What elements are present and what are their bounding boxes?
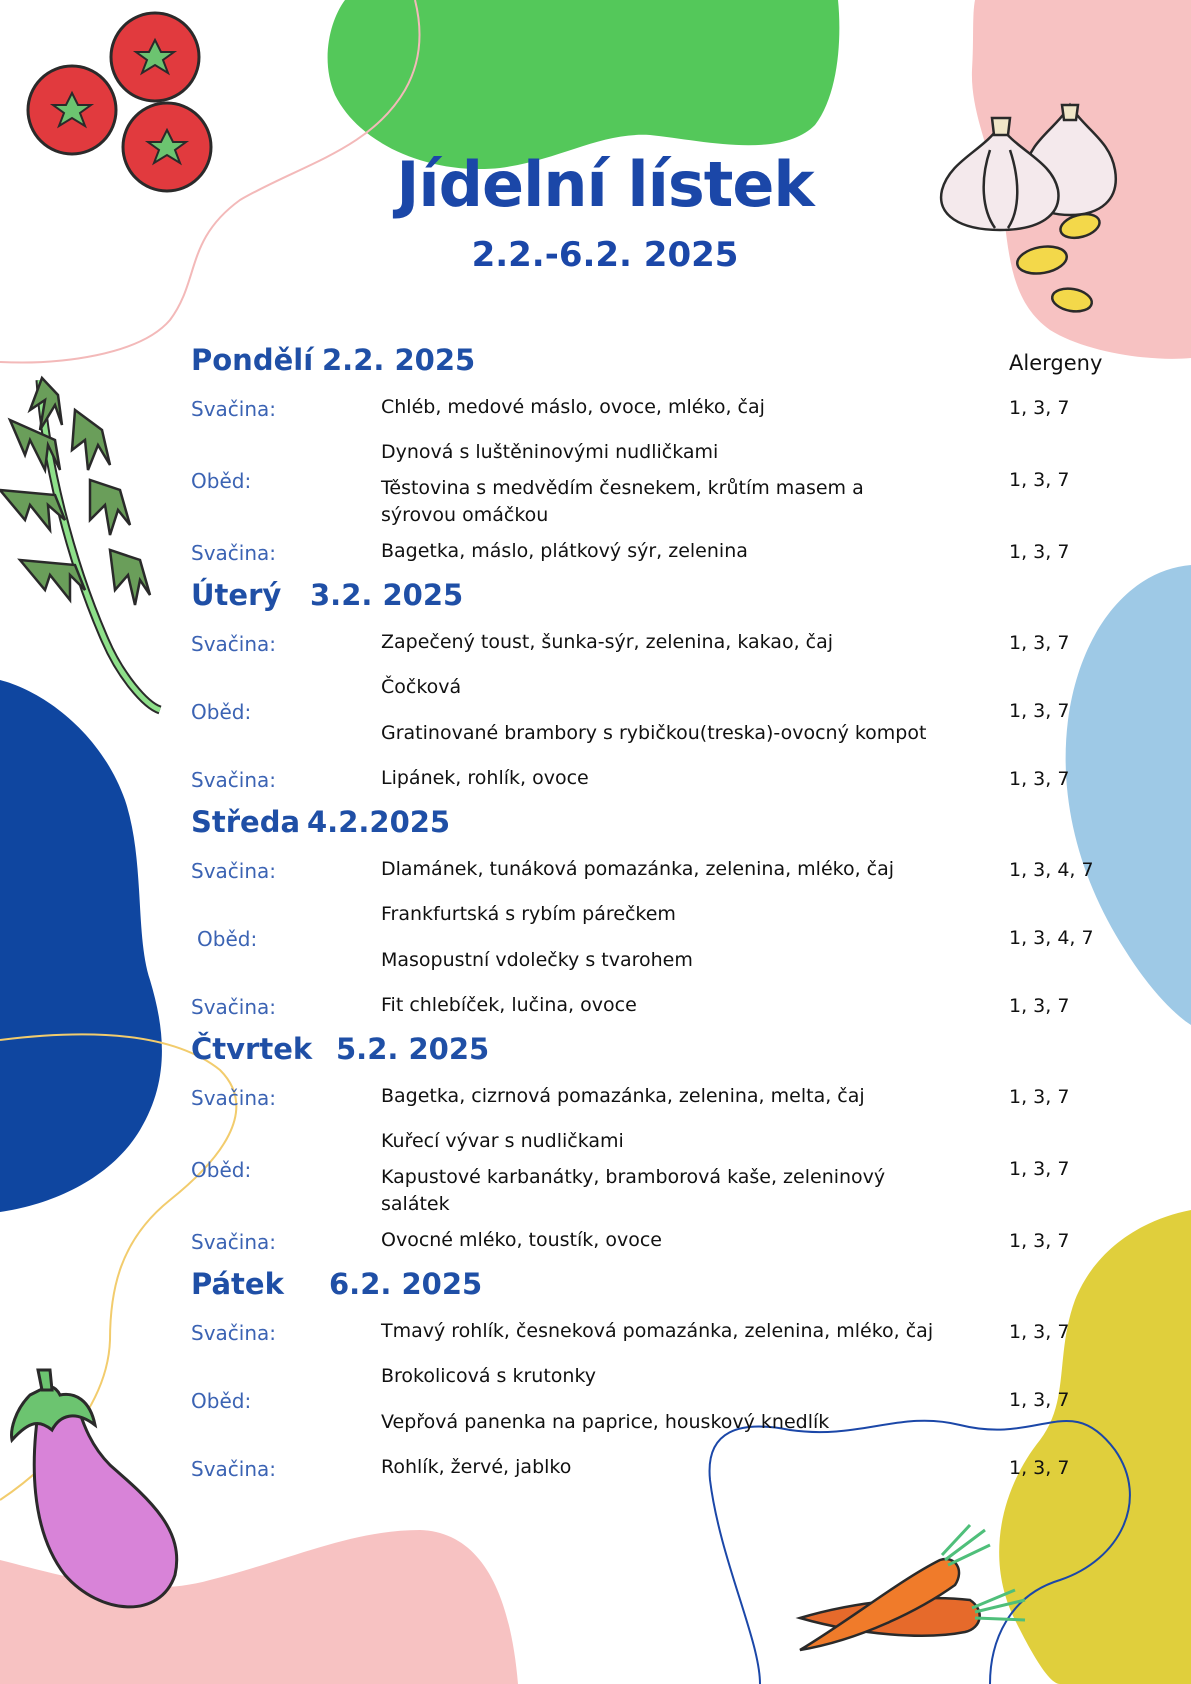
meal-line: Fit chlebíček, lučina, ovoce — [381, 994, 637, 1016]
meal-label: Svačina: — [191, 541, 277, 565]
meal-line: Gratinované brambory s rybičkou(treska)-ovocný kompot — [381, 722, 927, 744]
meal-text — [381, 674, 901, 701]
meal-label: Oběd: — [191, 1389, 252, 1413]
meal-line: Dynová s luštěninovými nudličkami — [381, 441, 719, 463]
day-heading-wednesday — [191, 805, 451, 839]
meal-label: Svačina: — [191, 859, 277, 883]
meal-line: Brokolicová s krutonky — [381, 1365, 597, 1387]
page-title: Jídelní lístek — [396, 148, 814, 221]
meal-text — [381, 992, 901, 1019]
meal-line: Čočková — [381, 676, 462, 698]
meal-text — [381, 538, 901, 565]
day-name: Středa — [191, 805, 301, 839]
meal-label: Svačina: — [191, 632, 277, 656]
day-date: 4.2.2025 — [307, 805, 451, 839]
meal-text — [381, 1128, 901, 1155]
meal-label: Svačina: — [191, 1457, 277, 1481]
allergen-codes: 1, 3, 7 — [1009, 1389, 1070, 1411]
meal-line: Zapečený toust, šunka-sýr, zelenina, kakao, čaj — [381, 631, 834, 653]
day-name: Pondělí — [191, 343, 314, 377]
day-date: 5.2. 2025 — [336, 1032, 490, 1066]
meal-text — [381, 765, 901, 792]
allergen-codes: 1, 3, 7 — [1009, 632, 1070, 654]
allergen-codes: 1, 3, 7 — [1009, 768, 1070, 790]
meal-text — [381, 901, 901, 928]
meal-label: Oběd: — [191, 700, 252, 724]
allergen-codes: 1, 3, 7 — [1009, 1086, 1070, 1108]
allergen-codes: 1, 3, 7 — [1009, 995, 1070, 1017]
meal-label: Svačina: — [191, 1230, 277, 1254]
meal-line: Vepřová panenka na paprice, houskový knedlík — [381, 1411, 830, 1433]
day-heading-friday — [191, 1267, 483, 1301]
meal-line: Kuřecí vývar s nudličkami — [381, 1130, 624, 1152]
meal-text — [381, 1409, 901, 1436]
allergen-codes: 1, 3, 7 — [1009, 1457, 1070, 1479]
meal-text — [381, 720, 941, 747]
day-date: 3.2. 2025 — [310, 578, 464, 612]
meal-text — [381, 856, 941, 883]
meal-text — [381, 629, 901, 656]
day-date: 6.2. 2025 — [329, 1267, 483, 1301]
meal-text — [381, 1363, 901, 1390]
meal-label: Oběd: — [191, 469, 252, 493]
day-name: Čtvrtek — [191, 1032, 313, 1066]
allergen-codes: 1, 3, 7 — [1009, 397, 1070, 419]
meal-text — [381, 475, 901, 529]
allergen-codes: 1, 3, 7 — [1009, 1321, 1070, 1343]
allergen-codes: 1, 3, 7 — [1009, 541, 1070, 563]
day-name: Úterý — [191, 578, 282, 612]
meal-label: Svačina: — [191, 1321, 277, 1345]
meal-line: Dlamánek, tunáková pomazánka, zelenina, mléko, čaj — [381, 858, 895, 880]
meal-line: Bagetka, máslo, plátkový sýr, zelenina — [381, 540, 748, 562]
meal-text — [381, 947, 901, 974]
meal-line: Kapustové karbanátky, bramborová kaše, zeleninový salátek — [381, 1166, 886, 1215]
meal-text — [381, 1164, 901, 1218]
meal-label: Svačina: — [191, 768, 277, 792]
meal-text — [381, 1454, 901, 1481]
meal-label: Oběd: — [191, 1158, 252, 1182]
meal-line: Chléb, medové máslo, ovoce, mléko, čaj — [381, 396, 765, 418]
allergen-codes: 1, 3, 7 — [1009, 1230, 1070, 1252]
meal-line: Frankfurtská s rybím párečkem — [381, 903, 676, 925]
meal-text — [381, 1318, 941, 1345]
date-range: 2.2.-6.2. 2025 — [471, 235, 739, 275]
meal-text — [381, 394, 901, 421]
meal-line: Těstovina s medvědím česnekem, krůtím masem a sýrovou omáčkou — [381, 477, 864, 526]
day-date: 2.2. 2025 — [322, 343, 476, 377]
allergen-codes: 1, 3, 7 — [1009, 469, 1070, 491]
meal-label: Svačina: — [191, 1086, 277, 1110]
meal-line: Tmavý rohlík, česneková pomazánka, zelenina, mléko, čaj — [381, 1320, 934, 1342]
day-name: Pátek — [191, 1267, 284, 1301]
meal-line: Masopustní vdolečky s tvarohem — [381, 949, 693, 971]
meal-line: Rohlík, žervé, jablko — [381, 1456, 572, 1478]
meal-line: Bagetka, cizrnová pomazánka, zelenina, melta, čaj — [381, 1085, 865, 1107]
day-heading-tuesday — [191, 578, 464, 612]
meal-label: Svačina: — [191, 397, 277, 421]
meal-line: Ovocné mléko, toustík, ovoce — [381, 1229, 663, 1251]
meal-label: Svačina: — [191, 995, 277, 1019]
meal-line: Lipánek, rohlík, ovoce — [381, 767, 589, 789]
meal-label: Oběd: — [197, 927, 258, 951]
allergen-codes: 1, 3, 7 — [1009, 700, 1070, 722]
allergen-codes: 1, 3, 4, 7 — [1009, 927, 1094, 949]
meal-text — [381, 1083, 901, 1110]
day-heading-monday — [191, 343, 476, 377]
meal-text — [381, 1227, 901, 1254]
allergens-column-header: Alergeny — [1009, 351, 1103, 375]
allergen-codes: 1, 3, 7 — [1009, 1158, 1070, 1180]
day-heading-thursday — [191, 1032, 490, 1066]
meal-text — [381, 439, 901, 466]
allergen-codes: 1, 3, 4, 7 — [1009, 859, 1094, 881]
